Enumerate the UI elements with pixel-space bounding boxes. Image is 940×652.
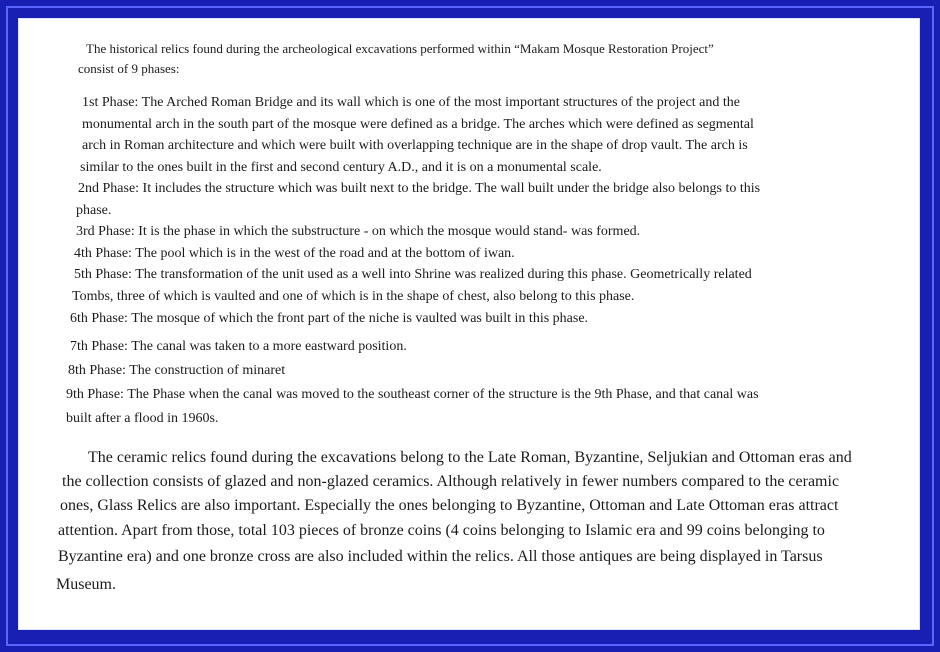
document-page (18, 18, 920, 630)
phase-5-line-1: 5th Phase: The transformation of the unit used as a well into Shrine was realized during this phase. Geometrically related (74, 267, 752, 282)
closing-line-5: Byzantine era) and one bronze cross are also included within the relics. All those antiques are being displayed in Tarsus (58, 548, 823, 565)
phase-8-line: 8th Phase: The construction of minaret (68, 363, 286, 378)
phase-6-line: 6th Phase: The mosque of which the front part of the niche is vaulted was built in this phase. (70, 311, 589, 326)
phase-7-line: 7th Phase: The canal was taken to a more eastward position. (70, 339, 407, 354)
phase-2-line-1: 2nd Phase: It includes the structure which was built next to the bridge. The wall built under the bridge also belongs to this (78, 181, 761, 196)
document-content (18, 18, 920, 630)
intro-line-1: The historical relics found during the archeological excavations performed within “Makam Mosque Restoration Project” (86, 41, 714, 56)
phase-1-line-3: arch in Roman architecture and which were built with overlapping technique are in the shape of drop vault. The arch is (82, 138, 748, 153)
closing-line-4: attention. Apart from those, total 103 pieces of bronze coins (4 coins belonging to Islamic era and 99 coins belonging to (58, 522, 825, 539)
phase-1-line-2: monumental arch in the south part of the mosque were defined as a bridge. The arches which were defined as segmental (82, 117, 754, 132)
phase-3-line: 3rd Phase: It is the phase in which the substructure - on which the mosque would stand- was formed. (76, 224, 641, 239)
phase-1-line-4: similar to the ones built in the first and second century A.D., and it is on a monumental scale. (80, 160, 602, 175)
closing-line-1: The ceramic relics found during the excavations belong to the Late Roman, Byzantine, Seljukian and Ottoman eras and (88, 449, 852, 466)
closing-line-2: the collection consists of glazed and non-glazed ceramics. Although relatively in fewer numbers compared to the ceramic (62, 473, 840, 490)
phase-2-line-2: phase. (76, 203, 112, 218)
phase-9-line-1: 9th Phase: The Phase when the canal was moved to the southeast corner of the structure is the 9th Phase, and that canal was (66, 387, 759, 402)
phase-5-line-2: Tombs, three of which is vaulted and one of which is in the shape of chest, also belong to this phase. (72, 289, 635, 304)
closing-line-6: Museum. (56, 576, 116, 593)
phase-1-line-1: 1st Phase: The Arched Roman Bridge and its wall which is one of the most important structures of the project and the (82, 95, 740, 110)
phase-9-line-2: built after a flood in 1960s. (66, 411, 219, 426)
closing-line-3: ones, Glass Relics are also important. Especially the ones belonging to Byzantine, Ottoman and Late Ottoman eras attract (60, 497, 839, 514)
phase-4-line: 4th Phase: The pool which is in the west of the road and at the bottom of iwan. (74, 246, 515, 261)
intro-line-2: consist of 9 phases: (78, 61, 180, 76)
